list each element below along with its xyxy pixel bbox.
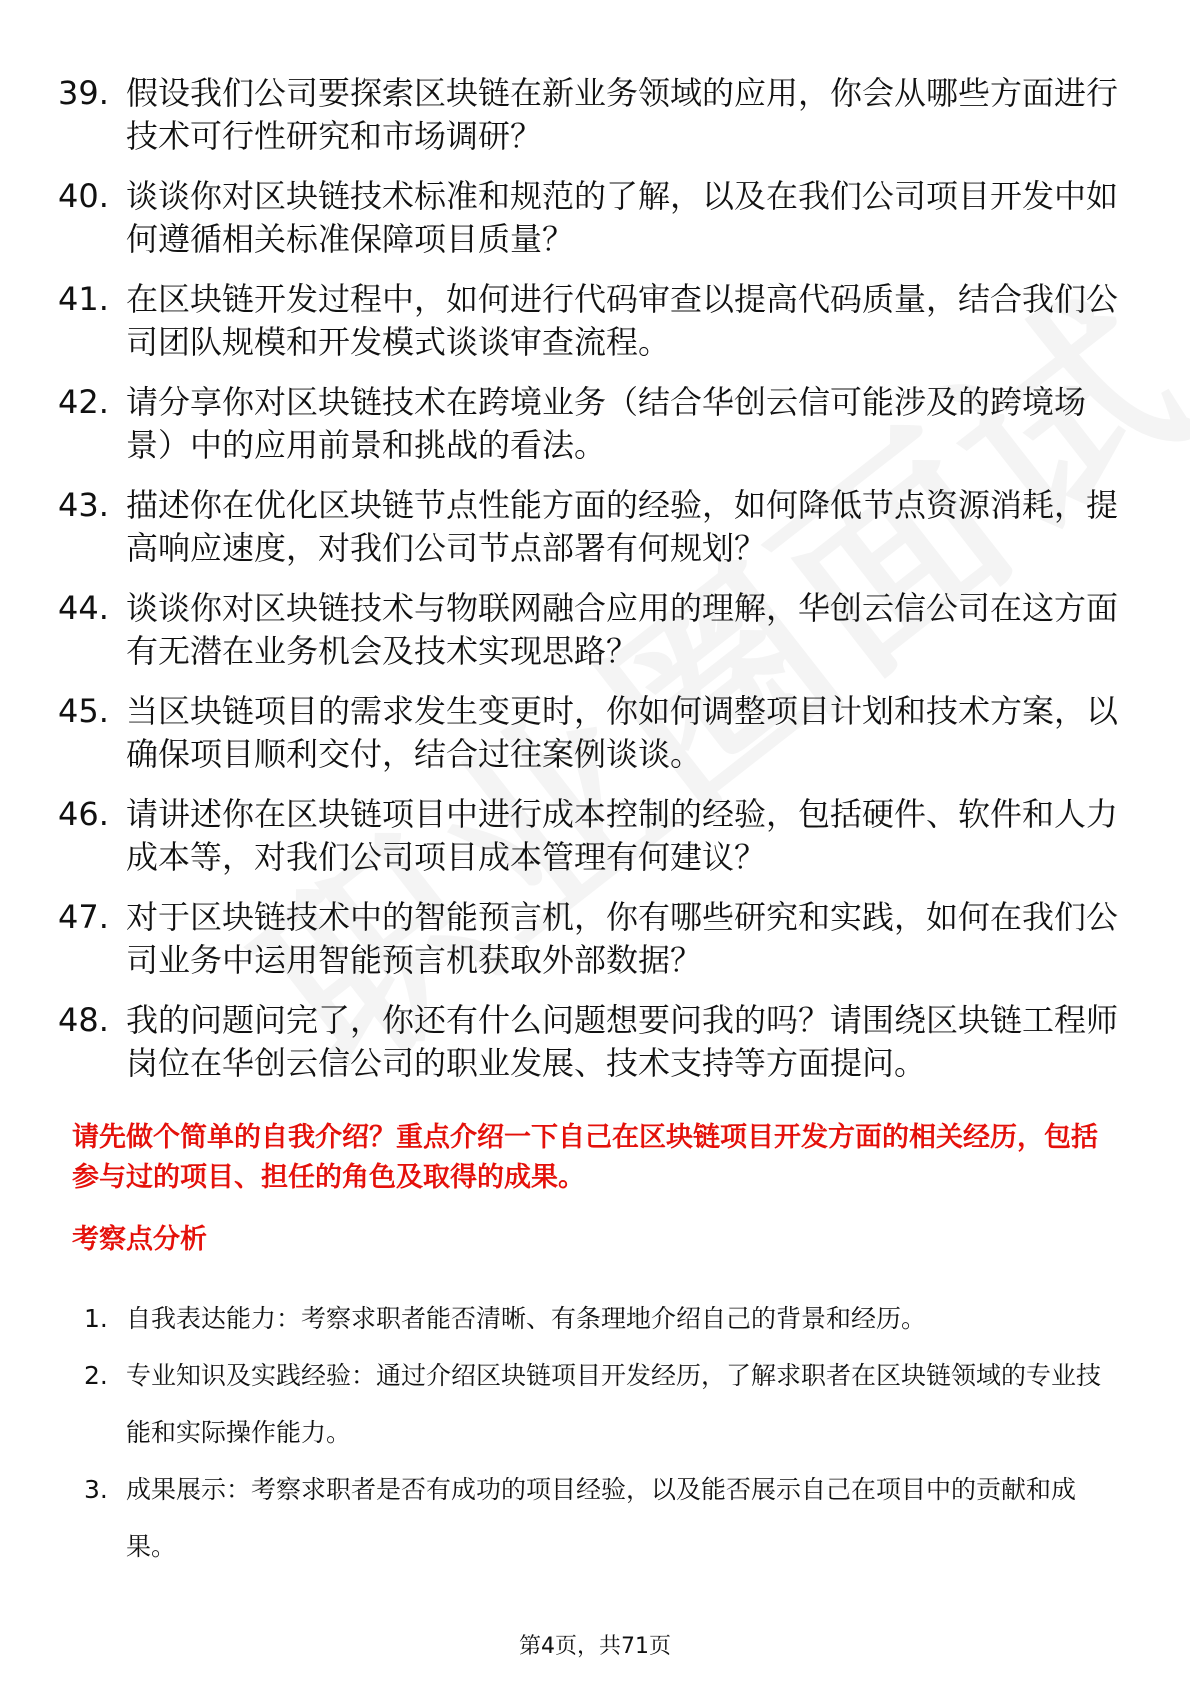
- question-item: [58, 896, 1118, 982]
- question-number: 46.: [58, 795, 109, 833]
- question-number: 42.: [58, 383, 109, 421]
- question-item: [58, 999, 1118, 1085]
- question-text: 对于区块链技术中的智能预言机，你有哪些研究和实践，如何在我们公司业务中运用智能预言机获取外部数据？: [126, 898, 1119, 979]
- question-number: 47.: [58, 898, 109, 936]
- question-text: 描述你在优化区块链节点性能方面的经验，如何降低节点资源消耗，提高响应速度，对我们公司节点部署有何规划？: [126, 486, 1119, 567]
- analysis-text: 专业知识及实践经验：通过介绍区块链项目开发经历，了解求职者在区块链领域的专业技能和实际操作能力。: [126, 1361, 1102, 1447]
- question-number: 41.: [58, 280, 109, 318]
- question-number: 45.: [58, 692, 109, 730]
- question-text: 当区块链项目的需求发生变更时，你如何调整项目计划和技术方案，以确保项目顺利交付，结合过往案例谈谈。: [126, 692, 1119, 773]
- question-text: 请分享你对区块链技术在跨境业务（结合华创云信可能涉及的跨境场景）中的应用前景和挑战的看法。: [126, 383, 1087, 464]
- question-item: [58, 278, 1118, 364]
- analysis-text: 成果展示：考察求职者是否有成功的项目经验，以及能否展示自己在项目中的贡献和成果。: [126, 1475, 1077, 1561]
- analysis-item: [84, 1461, 1120, 1575]
- question-item: [58, 72, 1118, 158]
- analysis-text: 自我表达能力：考察求职者能否清晰、有条理地介绍自己的背景和经历。: [126, 1304, 927, 1333]
- question-text: 在区块链开发过程中，如何进行代码审查以提高代码质量，结合我们公司团队规模和开发模式谈谈审查流程。: [126, 280, 1119, 361]
- question-text: 我的问题问完了，你还有什么问题想要问我的吗？请围绕区块链工程师岗位在华创云信公司的职业发展、技术支持等方面提问。: [126, 1001, 1119, 1082]
- question-number: 44.: [58, 589, 109, 627]
- analysis-list: [84, 1290, 1120, 1575]
- question-item: [58, 690, 1118, 776]
- analysis-item: [84, 1290, 1120, 1347]
- question-number: 48.: [58, 1001, 109, 1039]
- page-footer: 第4页，共71页: [519, 1634, 671, 1659]
- analysis-title: 考察点分析: [72, 1224, 207, 1255]
- question-list: [58, 72, 1118, 1102]
- question-number: 39.: [58, 74, 109, 112]
- analysis-number: 3.: [84, 1475, 108, 1504]
- question-number: 43.: [58, 486, 109, 524]
- question-text: 请讲述你在区块链项目中进行成本控制的经验，包括硬件、软件和人力成本等，对我们公司项目成本管理有何建议？: [126, 795, 1119, 876]
- question-item: [58, 793, 1118, 879]
- question-text: 假设我们公司要探索区块链在新业务领域的应用，你会从哪些方面进行技术可行性研究和市场调研？: [126, 74, 1119, 155]
- analysis-item: [84, 1347, 1120, 1461]
- analysis-number: 1.: [84, 1304, 108, 1333]
- question-text: 谈谈你对区块链技术标准和规范的了解，以及在我们公司项目开发中如何遵循相关标准保障项目质量？: [126, 177, 1119, 258]
- question-item: [58, 587, 1118, 673]
- question-number: 40.: [58, 177, 109, 215]
- highlight-question: 请先做个简单的自我介绍？重点介绍一下自己在区块链项目开发方面的相关经历，包括参与过的项目、担任的角色及取得的成果。: [72, 1122, 1098, 1193]
- question-text: 谈谈你对区块链技术与物联网融合应用的理解，华创云信公司在这方面有无潜在业务机会及技术实现思路？: [126, 589, 1119, 670]
- analysis-number: 2.: [84, 1361, 108, 1390]
- question-item: [58, 175, 1118, 261]
- question-item: [58, 381, 1118, 467]
- question-item: [58, 484, 1118, 570]
